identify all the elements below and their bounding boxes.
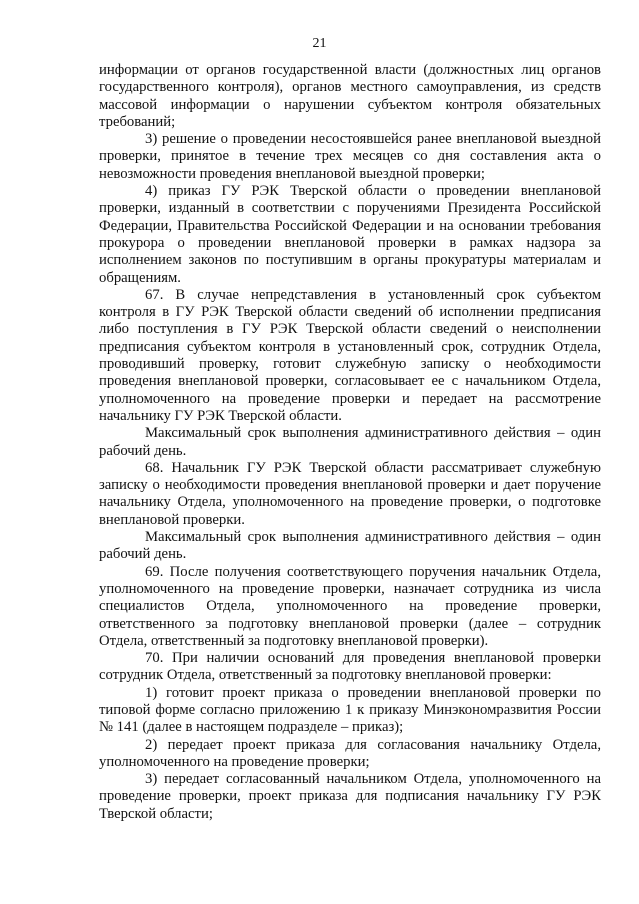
paragraph-69: 69. После получения соответствующего поручения начальник Отдела, уполномоченного на проведение проверки, назначает сотрудника из числа специалистов Отдела, уполномоченного на проведение проверки, ответственного за подготовку внеплановой проверки (далее – сотрудник Отдела, ответственный за подготовку внеплановой проверки).	[99, 563, 601, 649]
paragraph-70-item-3: 3) передает согласованный начальником Отдела, уполномоченного на проведение проверки, проект приказа для подписания начальнику ГУ РЭК Тверской области;	[99, 771, 601, 822]
paragraph-67: 67. В случае непредставления в установленный срок субъектом контроля в ГУ РЭК Тверской области сведений об исполнении предписания либо поступления в ГУ РЭК Тверской области сведений о неисполнении предписания субъектом контроля в установленный срок, сотрудник Отдела, проводивший проверку, готовит служебную записку о необходимости проведения внеплановой проверки, согласовывает ее с начальником Отдела, уполномоченного на проведение проверки и передает на рассмотрение начальнику ГУ РЭК Тверской области.	[99, 286, 601, 424]
paragraph-70: 70. При наличии оснований для проведения внеплановой проверки сотрудник Отдела, ответственный за подготовку внеплановой проверки:	[99, 650, 601, 684]
paragraph-70-item-1: 1) готовит проект приказа о проведении внеплановой проверки по типовой форме согласно приложению 1 к приказу Минэкономразвития России № 141 (далее в настоящем подразделе – приказ);	[99, 684, 601, 736]
paragraph-item-4: 4) приказ ГУ РЭК Тверской области о проведении внеплановой проверки, изданный в соответствии с поручениями Президента Российской Федерации, Правительства Российской Федерации и на основании требования прокурора о проведении внеплановой проверки в рамках надзора за исполнением законов по поступившим в органы прокуратуры материалам и обращениям.	[99, 183, 601, 286]
paragraph-68: 68. Начальник ГУ РЭК Тверской области рассматривает служебную записку о необходимости проведения внеплановой проверки и дает поручение начальнику Отдела, уполномоченного на проведение проверки, о подготовке внеплановой проверки.	[99, 459, 601, 528]
document-body	[99, 62, 601, 823]
paragraph-item-3: 3) решение о проведении несостоявшейся ранее внеплановой выездной проверки, принятое в течение трех месяцев со дня составления акта о невозможности проведения внеплановой выездной проверки;	[99, 131, 601, 182]
page-number: 21	[312, 36, 327, 51]
paragraph-max-term-67: Максимальный срок выполнения административного действия – один рабочий день.	[99, 425, 601, 459]
paragraph-continuation: информации от органов государственной власти (должностных лиц органов государственного контроля), органов местного самоуправления, из средств массовой информации о нарушении субъектом контроля обязательных требований;	[99, 62, 601, 130]
paragraph-70-item-2: 2) передает проект приказа для согласования начальнику Отдела, уполномоченного на проведение проверки;	[99, 736, 601, 770]
paragraph-max-term-68: Максимальный срок выполнения административного действия – один рабочий день.	[99, 529, 601, 563]
